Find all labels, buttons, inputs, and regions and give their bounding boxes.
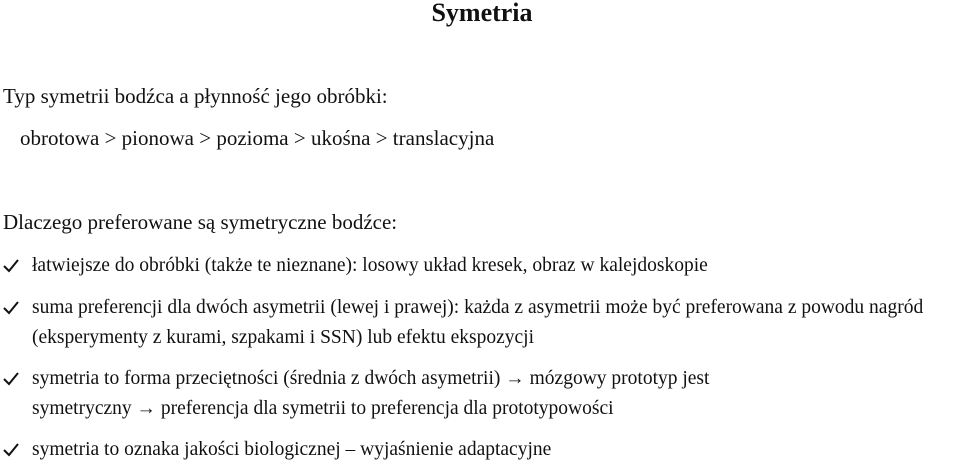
arrow-icon: →	[136, 398, 157, 419]
intro-heading: Typ symetrii bodźca a płynność jego obróbki:	[3, 84, 388, 108]
section-heading: Dlaczego preferowane są symetryczne bodźce:	[3, 210, 398, 234]
check-icon	[2, 364, 22, 394]
text-segment: symetria to forma przeciętności (średnia z dwóch asymetrii)	[32, 368, 501, 389]
list-item-text-line1	[32, 364, 960, 394]
check-icon	[2, 251, 22, 281]
check-icon	[2, 435, 22, 465]
list-item	[2, 293, 960, 353]
list-item-text: suma preferencji dla dwóch asymetrii (lewej i prawej): każda z asymetrii może być preferowana z powodu nagród (eksperymenty z kurami, szpakami i SSN) lub efektu ekspozycji	[32, 297, 924, 348]
list-item-text: łatwiejsze do obróbki (także te nieznane): losowy układ kresek, obraz w kalejdoskopie	[32, 255, 708, 276]
list-item-text: symetria to oznaka jakości biologicznej – wyjaśnienie adaptacyjne	[32, 439, 552, 460]
list-item-text-line2	[32, 394, 960, 424]
text-segment: symetryczny	[32, 398, 132, 419]
list-item	[2, 364, 960, 424]
symmetry-order: obrotowa > pionowa > pozioma > ukośna > translacyjna	[20, 126, 495, 150]
arrow-icon: →	[505, 368, 525, 389]
check-icon	[2, 293, 22, 323]
text-segment: mózgowy prototyp jest	[529, 368, 710, 389]
page-title: Symetria	[431, 0, 533, 27]
text-segment: preferencja dla symetrii to preferencja dla prototypowości	[160, 398, 614, 419]
